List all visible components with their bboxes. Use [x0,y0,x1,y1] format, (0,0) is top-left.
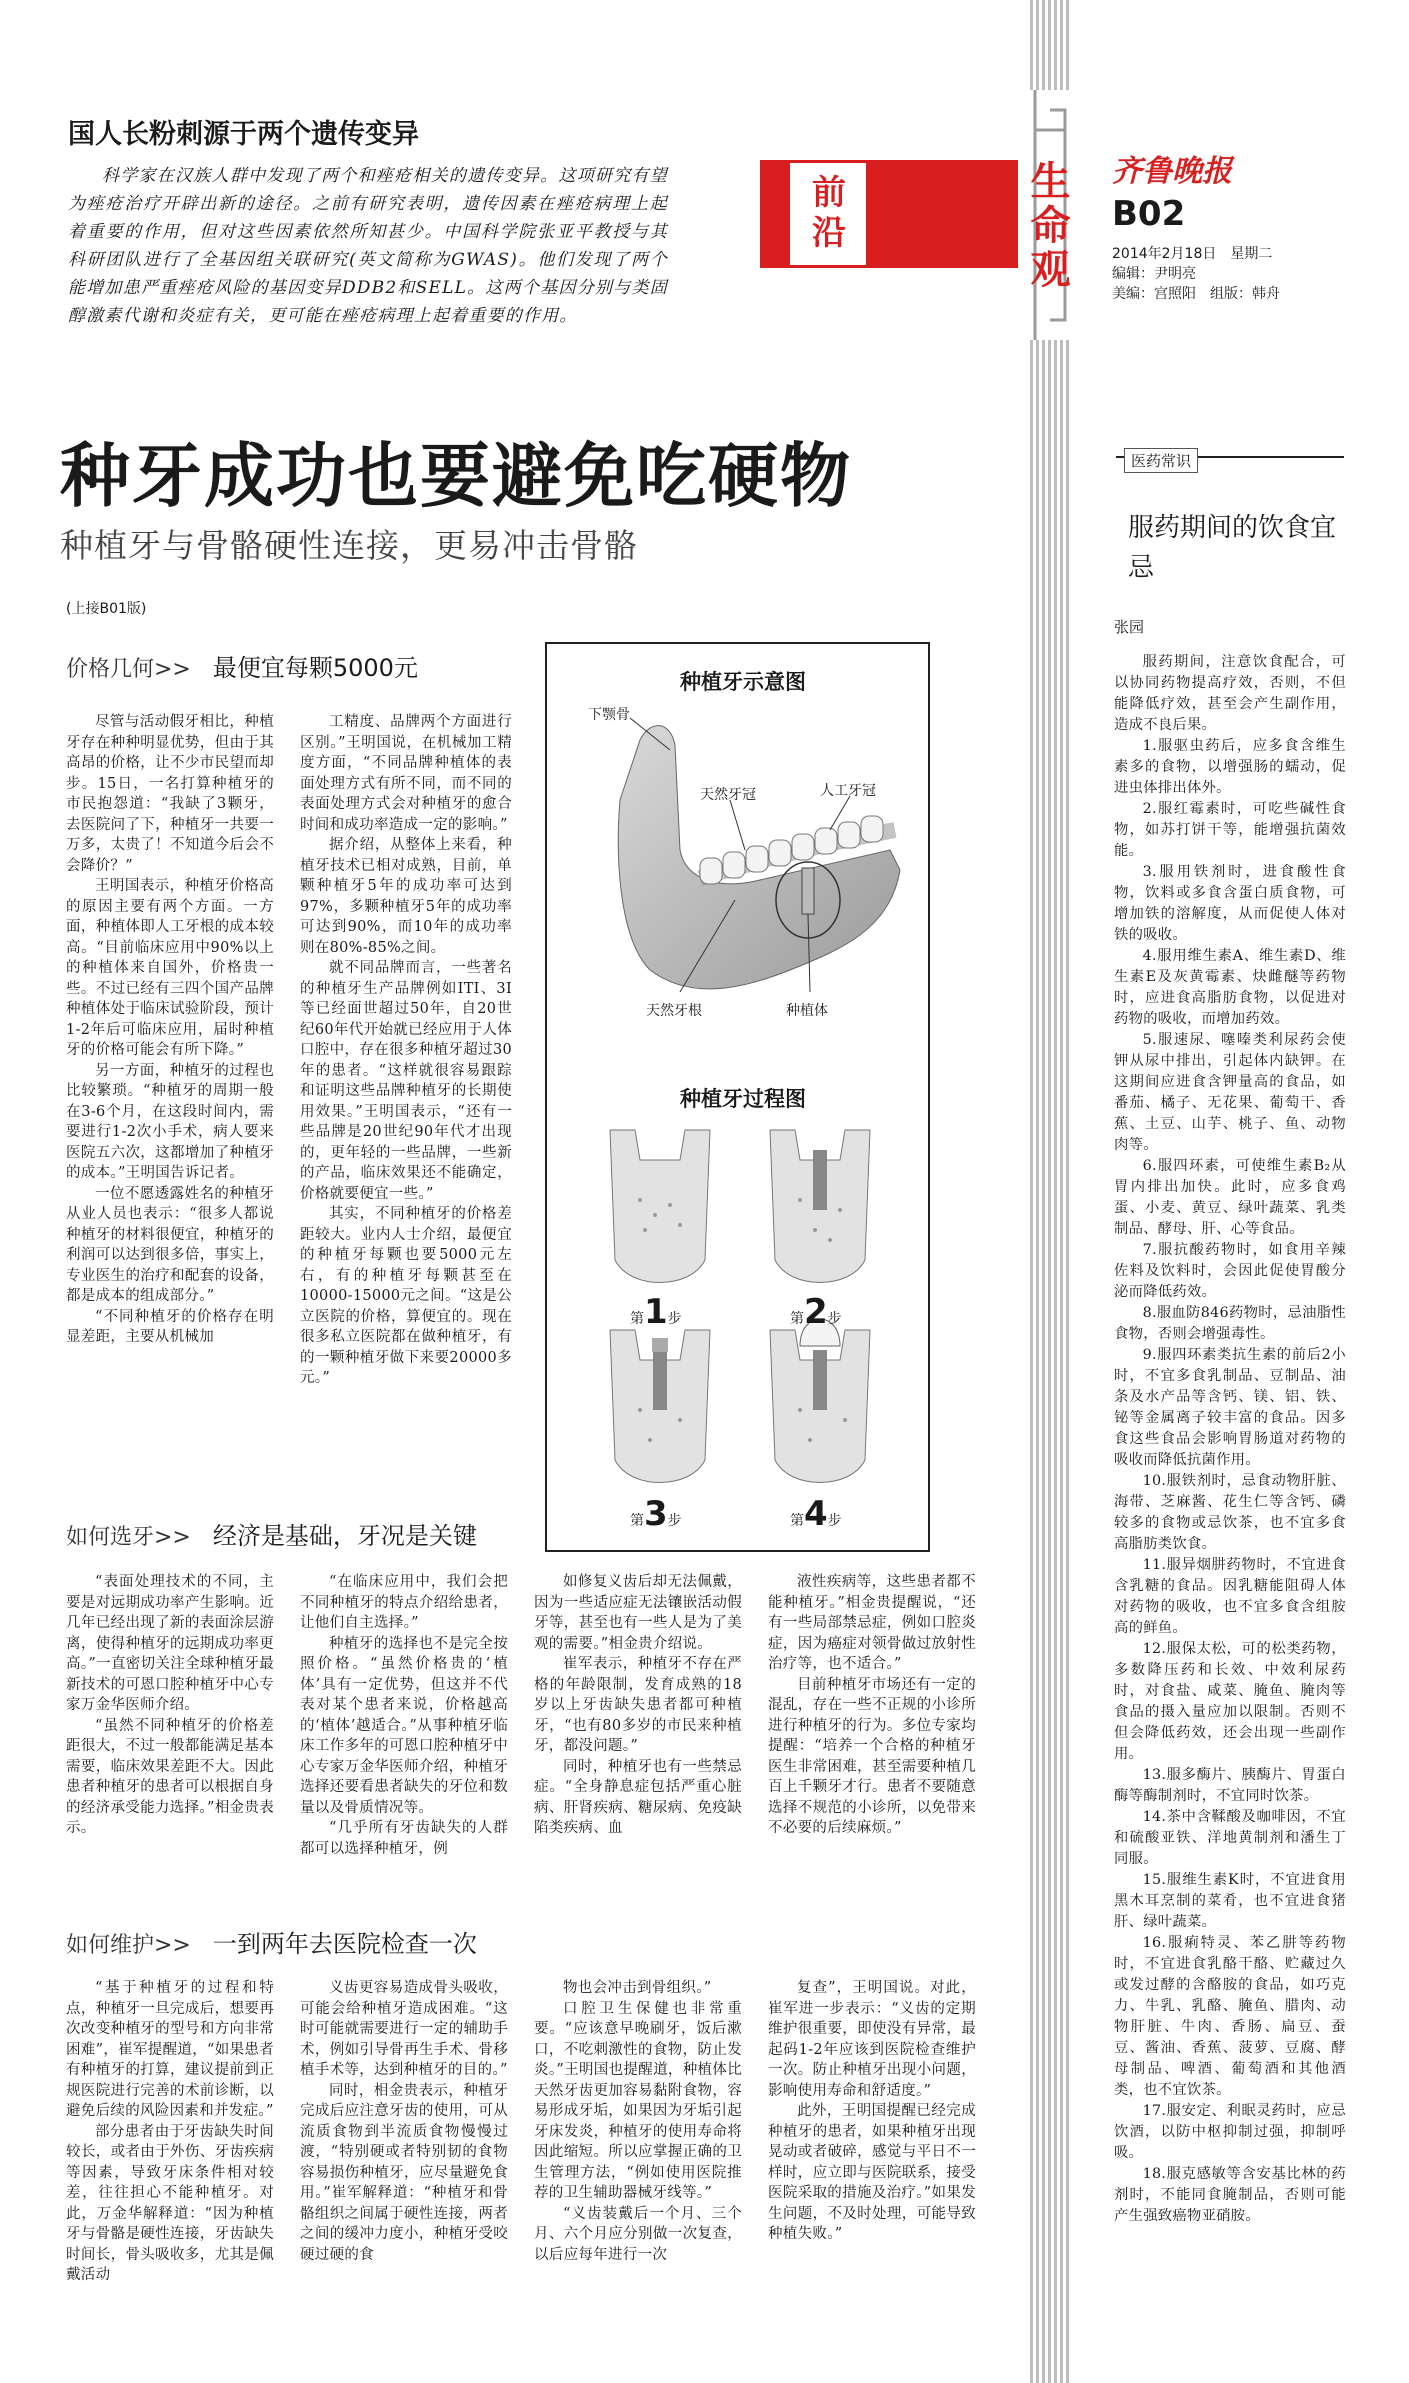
paragraph: 服药期间，注意饮食配合，可以协同药物提高疗效，否则，不但能降低疗效，甚至会产生副作用，造成不良后果。 [1114,654,1346,733]
paragraph: 尽管与活动假牙相比，种植牙存在种种明显优势，但由于其高昂的价格，让不少市民望而却步。15日，一名打算种植牙的市民抱怨道：“我缺了3颗牙，去医院问了下，种植牙一共要一万多，太贵了！不知道今后会不会降价？” [66,714,274,874]
paragraph: 4.服用维生素A、维生素D、维生素E及灰黄霉素、炔雌醚等药物时，应进食高脂肪食物，以促进对药物的吸收，而增加药效。 [1114,948,1346,1027]
paragraph: “虽然不同种植牙的价格差距很大，不过一般都能满足基本需要，临床效果差距不大。因此患者种植牙的患者可以根据自身的经济承受能力选择。”相金贵表示。 [66,1717,274,1836]
section-maintain-column-3 [534,1978,742,2348]
top-story-body: 科学家在汉族人群中发现了两个和痤疮相关的遗传变异。这项研究有望为痤疮治疗开辟出新的途径。之前有研究表明，遗传因素在痤疮病理上起着重要的作用，但对这些因素依然所知甚少。中国科学院张亚平教授与其科研团队进行了全基因组关联研究(英文简称为GWAS)。他们发现了两个能增加患严重痤疮风险的基因变异DDB2和SELL。这两个基因分别与类固醇激素代谢和炎症有关，更可能在痤疮病理上起着重要的作用。 [68,166,668,326]
page-number: B02 [1112,194,1186,234]
paragraph: “义齿装戴后一个月、三个月、六个月应分别做一次复查，以后应每年进行一次 [534,2205,742,2263]
paragraph: 9.服四环素类抗生素的前后2小时，不宜多食乳制品、豆制品、油条及水产品等含钙、镁、铝、铁、铋等金属离子较丰富的食品。因多食这些食品会影响胃肠道对药物的吸收而降低抗菌作用。 [1114,1347,1346,1468]
right-column-body [1114,652,1346,2232]
section-title: 最便宜每颗5000元 [212,654,418,682]
issue-date: 2014年2月18日 星期二 [1112,246,1273,262]
masthead-meta [1112,244,1280,304]
column-label-fill [866,160,1018,268]
figure-title-diagram: 种植牙示意图 [680,670,806,694]
paragraph: 10.服铁剂时，忌食动物肝脏、海带、芝麻酱、花生仁等含钙、磷较多的食物或忌饮茶，也不宜多食高脂肪类饮食。 [1114,1473,1346,1552]
paragraph: 13.服多酶片、胰酶片、胃蛋白酶等酶制剂时，不宜同时饮茶。 [1114,1767,1346,1804]
label-natural-root: 天然牙根 [646,1003,702,1019]
section-name: 生命观 [1024,160,1070,292]
top-story-title: 国人长粉刺源于两个遗传变异 [68,119,419,150]
section-choose-column-1 [66,1572,274,1872]
right-column-title: 服药期间的饮食宜忌 [1128,513,1337,583]
paragraph: 6.服四环素，可使维生素B₂从胃内排出加快。此时，应多食鸡蛋、小麦、黄豆、绿叶蔬菜、乳类制品、酵母、肝、心等食品。 [1114,1158,1346,1237]
designer-credit: 美编：宫照阳 组版：韩舟 [1112,286,1280,302]
paragraph: 1.服驱虫药后，应多食含维生素多的食物，以增强肠的蠕动，促进虫体排出体外。 [1114,738,1346,796]
paragraph: 就不同品牌而言，一些著名的种植牙生产品牌例如ITI、3I等已经面世超过50年，自20世纪60年代开始就已经应用于人体口腔中，存在很多种植牙超过30年的患者。“这样就很容易跟踪和证明这些品牌种植牙的长期使用效果。”王明国表示，“还有一些品牌是20世纪90年代才出现的，更年轻的一些品牌，一些新的产品，临床效果还不能确定，价格就要便宜一些。” [300,960,512,1202]
paragraph: 如修复义齿后却无法佩戴，因为一些适应症无法镶嵌活动假牙等，甚至也有一些人是为了美观的需要。”相金贵介绍说。 [534,1574,742,1652]
section-heading-price [66,648,418,683]
paragraph: 11.服异烟肼药物时，不宜进食含乳糖的食品。因乳糖能阻碍人体对药物的吸收，也不宜多食含组胺高的鲜鱼。 [1114,1557,1346,1636]
right-column-author: 张园 [1114,618,1145,636]
section-price-column-1 [66,712,274,1502]
paragraph: 同时，种植牙也有一些禁忌症。“全身静息症包括严重心脏病、肝肾疾病、糖尿病、免疫缺陷类疾病、血 [534,1758,742,1836]
step-3-label: 第3步 [630,1494,682,1534]
label-artificial-crown: 人工牙冠 [820,783,876,799]
paragraph: 口腔卫生保健也非常重要。“应该意早晚刷牙，饭后漱口，不吃刺激性的食物，防止发炎。”王明国也提醒道，种植体比天然牙齿更加容易黏附食物，容易形成牙垢，如果因为牙垢引起牙床发炎，种植牙的使用寿命将因此缩短。所以应掌握正确的卫生管理方法，“例如使用医院推荐的卫生辅助器械牙线等。” [534,2000,742,2201]
paragraph: 5.服速尿、噻嗪类利尿药会使钾从尿中排出，引起体内缺钾。在这期间应进食含钾量高的食品，如番茄、橘子、无花果、葡萄干、香蕉、土豆、山芋、桃子、鱼、动物肉等。 [1114,1032,1346,1153]
section-choose-column-3 [534,1572,742,1872]
step-2-label: 第2步 [790,1292,842,1332]
subheadline: 种植牙与骨骼硬性连接，更易冲击骨骼 [60,526,638,565]
paragraph: 同时，相金贵表示，种植牙完成后应注意牙齿的使用，可从流质食物到半流质食物慢慢过渡，“特别硬或者特别韧的食物容易损伤种植牙，应尽量避免食用。”崔军解释道：“种植牙和骨骼组织之间属于硬性连接，两者之间的缓冲力度小，种植牙受咬硬过硬的食 [300,2082,508,2263]
paragraph: 目前种植牙市场还有一定的混乱，存在一些不正规的小诊所进行种植牙的行为。多位专家均提醒：“培养一个合格的种植牙医生非常困难，甚至需要种植几百上千颗牙才行。患者不要随意选择不规范的小诊所，以免带来不必要的后续麻烦。” [768,1676,976,1836]
paragraph: 据介绍，从整体上来看，种植牙技术已相对成熟，目前，单颗种植牙5年的成功率可达到97%，多颗种植牙5年的成功率可达到90%，而10年的成功率则在80%-85%之间。 [300,837,512,956]
paragraph: “表面处理技术的不同，主要是对远期成功率产生影响。近几年已经出现了新的表面涂层游离，使得种植牙的远期成功率更高。”一直密切关注全球种植牙最新技术的可恩口腔种植牙中心专家万金华医师介绍。 [66,1574,274,1713]
paragraph: 其实，不同种植牙的价格差距较大。业内人士介绍，最便宜的种植牙每颗也要5000元左右，有的种植牙每颗甚至在10000-15000元之间。“这是公立医院的价格，算便宜的。现在很多私立医院都在做种植牙，有的一颗种植牙做下来要20000多元。” [300,1206,512,1386]
paragraph: 物也会冲击到骨组织。” [563,1980,712,1996]
column-label-accent [760,160,790,268]
section-label: 如何选牙>> [66,1525,191,1550]
newspaper-name: 齐鲁晚报 [1112,154,1232,189]
section-choose-column-2 [300,1572,508,1872]
section-choose-column-4 [768,1572,976,1872]
paragraph: 工精度、品牌两个方面进行区别。”王明国说，在机械加工精度方面，“不同品牌种植体的表面处理方式有所不同，而不同的表面处理方式会对种植牙的愈合时间和成功率造成一定的影响。” [300,714,512,833]
section-heading-maintain [66,1924,477,1959]
paragraph: 18.服克感敏等含安基比林的药剂时，不能同食腌制品，否则可能产生强致癌物亚硝胺。 [1114,2166,1346,2224]
paragraph: 3.服用铁剂时，进食酸性食物，饮料或多食含蛋白质食物，可增加铁的溶解度，从而促使人体对铁的吸收。 [1114,864,1346,943]
figure-title-process: 种植牙过程图 [680,1087,806,1111]
right-column-tag: 医药常识 [1124,448,1198,473]
paragraph: 另一方面，种植牙的过程也比较繁琐。“种植牙的周期一般在3-6个月，在这段时间内，需要进行1-2次小手术，病人要来医院五六次，这都增加了种植牙的成本。”王明国告诉记者。 [66,1062,274,1181]
column-label: 前沿 [805,174,846,254]
paragraph: 12.服保太松，可的松类药物，多数降压药和长效、中效利尿药时，对食盐、咸菜、腌鱼、腌肉等食品的摄入量应加以限制。否则不但会降低药效，还会出现一些副作用。 [1114,1641,1346,1762]
paragraph: 义齿更容易造成骨头吸收，可能会给种植牙造成困难。“这时可能就需要进行一定的辅助手术，例如引导骨再生手术、骨移植手术等，达到种植牙的目的。” [300,1980,508,2078]
section-label: 如何维护>> [66,1933,191,1958]
editor-credit: 编辑：尹明亮 [1112,266,1196,282]
section-title: 经济是基础，牙况是关键 [212,1522,477,1550]
paragraph: “几乎所有牙齿缺失的人群都可以选择种植牙，例 [300,1820,508,1857]
headline: 种牙成功也要避免吃硬物 [60,435,852,517]
label-mandible: 下颚骨 [588,707,630,723]
paragraph: 王明国表示，种植牙价格高的原因主要有两个方面。一方面，种植体即人工牙根的成本较高。“目前临床应用中90%以上的种植体来自国外，价格贵一些。不过已经有三四个国产品牌种植体处于临床试验阶段，预计1-2年后可临床应用，届时种植牙的价格可能会有所下降。” [66,878,274,1058]
section-maintain-column-4 [768,1978,976,2348]
paragraph: “在临床应用中，我们会把不同种植牙的特点介绍给患者，让他们自主选择。” [300,1574,508,1631]
paragraph: 此外，王明国提醒已经完成种植牙的患者，如果种植牙出现晃动或者破碎，感觉与平日不一样时，应立即与医院联系，接受医院采取的措施及治疗。”如果发生问题，不及时处理，可能导致种植失败。” [768,2103,976,2242]
step-1-label: 第1步 [630,1292,682,1332]
continued-note: (上接B01版) [66,601,147,617]
label-implant: 种植体 [786,1003,828,1019]
paragraph: 8.服血防846药物时，忌油脂性食物，否则会增强毒性。 [1114,1305,1346,1342]
paragraph: “基于种植牙的过程和特点，种植牙一旦完成后，想要再次改变种植牙的型号和方向非常困难”，崔军提醒道，“如果患者有种植牙的打算，建议提前到正规医院进行完善的术前诊断，以避免后续的风险因素和并发症。” [66,1980,274,2119]
paragraph: 崔军表示，种植牙不存在严格的年龄限制，发育成熟的18岁以上牙齿缺失患者都可种植牙，“也有80多岁的市民来种植牙，都没问题。” [534,1656,742,1754]
section-heading-choose [66,1516,477,1551]
section-title: 一到两年去医院检查一次 [212,1930,477,1958]
paragraph: 复查”，王明国说。对此，崔军进一步表示：“义齿的定期维护很重要，即使没有异常，最起码1-2年应该到医院检查维护一次。防止种植牙出现小问题，影响使用寿命和舒适度。” [768,1980,976,2099]
step-4-label: 第4步 [790,1494,842,1534]
section-label: 价格几何>> [66,657,191,682]
jaw-illustration [560,700,920,1060]
section-maintain-column-1 [66,1978,274,2348]
paragraph: 2.服红霉素时，可吃些碱性食物，如苏打饼干等，能增强抗菌效能。 [1114,801,1346,859]
page-edge-band [1030,0,1070,2383]
section-maintain-column-2 [300,1978,508,2348]
label-natural-crown: 天然牙冠 [700,787,756,803]
paragraph: 种植牙的选择也不是完全按照价格。“虽然价格贵的‘植体’具有一定优势，但这并不代表对某个患者来说，价格越高的‘植体’越适合。”从事种植牙临床工作多年的可恩口腔种植牙中心专家万金华医师介绍，种植牙选择还要看患者缺失的牙位和数量以及骨质情况等。 [300,1635,508,1816]
section-price-column-2 [300,712,512,1502]
paragraph: 液性疾病等，这些患者都不能种植牙。”相金贵提醒说，“还有一些局部禁忌症，例如口腔炎症，因为癌症对领骨做过放射性治疗等，也不适合。” [768,1574,976,1672]
paragraph: 7.服抗酸药物时，如食用辛辣佐料及饮料时，会因此促使胃酸分泌而降低药效。 [1114,1242,1346,1300]
paragraph: 16.服痢特灵、苯乙肼等药物时，不宜进食乳酪干酪、贮藏过久或发过酵的含酪胺的食品，如巧克力、牛乳、乳酪、腌鱼、腊肉、动物肝脏、牛肉、香肠、扁豆、蚕豆、酱油、香蕉、菠萝、豆腐、酵母制品、啤酒、葡萄酒和其他酒类，也不宜饮茶。 [1114,1935,1346,2098]
paragraph: 17.服安定、利眠灵药时，应忌饮酒，以防中枢抑制过强，抑制呼吸。 [1114,2103,1346,2161]
paragraph: 15.服维生素K时，不宜进食用黑木耳烹制的菜肴，也不宜进食猪肝、绿叶蔬菜。 [1114,1872,1346,1930]
paragraph: 一位不愿透露姓名的种植牙从业人员也表示：“很多人都说种植牙的材料很便宜，种植牙的利润可以达到很多倍，事实上，专业医生的治疗和配套的设备，都是成本的组成部分。” [66,1185,274,1304]
paragraph: “不同种植牙的价格存在明显差距，主要从机械加 [66,1308,274,1345]
paragraph: 部分患者由于牙齿缺失时间较长，或者由于外伤、牙齿疾病等因素，导致牙床条件相对较差，往往担心不能种植牙。对此，万金华解释道：“因为种植牙与骨骼是硬性连接，牙齿缺失时间长，骨头吸收多，尤其是佩戴活动 [66,2123,274,2283]
paragraph: 14.茶中含鞣酸及咖啡因，不宜和硫酸亚铁、洋地黄制剂和潘生丁同服。 [1114,1809,1346,1867]
